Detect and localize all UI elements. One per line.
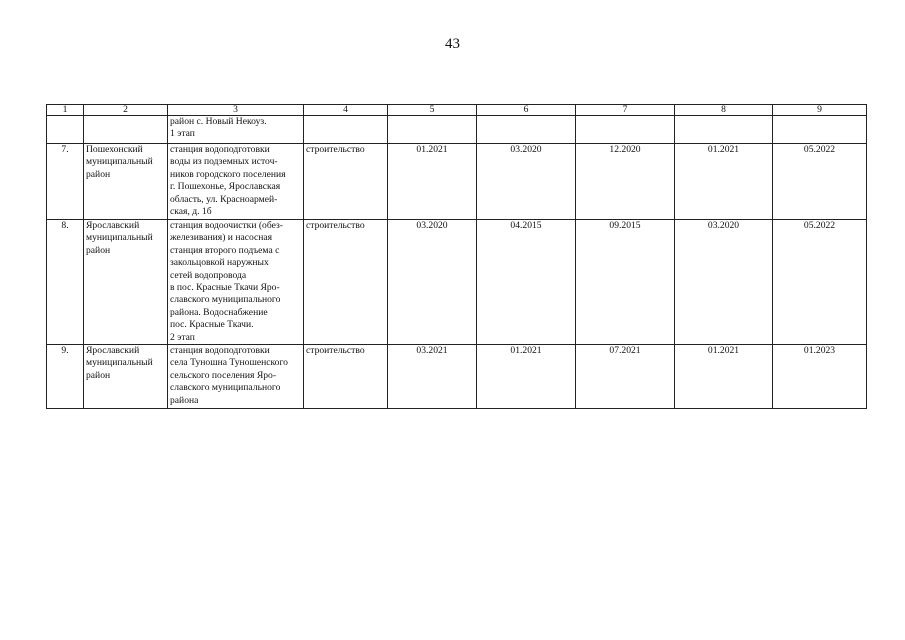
table-row [47, 220, 867, 345]
column-header: 6 [477, 105, 576, 116]
work-type-cell: строительство [304, 220, 388, 345]
date-cell: 03.2020 [388, 220, 477, 345]
date-cell [477, 116, 576, 144]
object-cell: станция водоподготовки села Туношна Туношенского сельского поселения Яро- славского муниципального района [168, 345, 304, 409]
row-number-cell [47, 116, 84, 144]
table-row [47, 144, 867, 220]
work-type-cell: строительство [304, 345, 388, 409]
date-cell [773, 116, 867, 144]
column-header: 7 [576, 105, 675, 116]
column-header: 5 [388, 105, 477, 116]
table-header-row [47, 105, 867, 116]
district-cell [84, 116, 168, 144]
date-cell: 03.2021 [388, 345, 477, 409]
date-cell: 03.2020 [675, 220, 773, 345]
row-number-cell: 9. [47, 345, 84, 409]
date-cell [388, 116, 477, 144]
column-header: 4 [304, 105, 388, 116]
district-cell: Ярославский муниципальный район [84, 220, 168, 345]
date-cell: 05.2022 [773, 144, 867, 220]
date-cell: 09.2015 [576, 220, 675, 345]
table-row [47, 116, 867, 144]
column-header: 3 [168, 105, 304, 116]
date-cell: 01.2023 [773, 345, 867, 409]
date-cell: 04.2015 [477, 220, 576, 345]
date-cell: 01.2021 [675, 144, 773, 220]
row-number-cell: 7. [47, 144, 84, 220]
date-cell [675, 116, 773, 144]
column-header: 8 [675, 105, 773, 116]
column-header: 9 [773, 105, 867, 116]
object-cell: станция водоподготовки воды из подземных источ- ников городского поселения г. Пошехонье, Ярославская область, ул. Красноармей- ская, д. 1б [168, 144, 304, 220]
date-cell [576, 116, 675, 144]
object-cell: станция водоочистки (обез- железивания) и насосная станция второго подъема с закольцовкой наружных сетей водопровода в пос. Красные Ткачи Яро- славского муниципального района. Водоснабжение пос. Красные Ткачи. 2 этап [168, 220, 304, 345]
table-row [47, 345, 867, 409]
page-number: 43 [445, 36, 460, 52]
column-header: 2 [84, 105, 168, 116]
district-cell: Пошехонский муниципальный район [84, 144, 168, 220]
date-cell: 01.2021 [477, 345, 576, 409]
work-type-cell [304, 116, 388, 144]
date-cell: 01.2021 [388, 144, 477, 220]
district-cell: Ярославский муниципальный район [84, 345, 168, 409]
date-cell: 01.2021 [675, 345, 773, 409]
schedule-table [46, 104, 867, 409]
object-cell: район с. Новый Некоуз. 1 этап [168, 116, 304, 144]
date-cell: 05.2022 [773, 220, 867, 345]
row-number-cell: 8. [47, 220, 84, 345]
date-cell: 07.2021 [576, 345, 675, 409]
column-header: 1 [47, 105, 84, 116]
date-cell: 12.2020 [576, 144, 675, 220]
work-type-cell: строительство [304, 144, 388, 220]
date-cell: 03.2020 [477, 144, 576, 220]
